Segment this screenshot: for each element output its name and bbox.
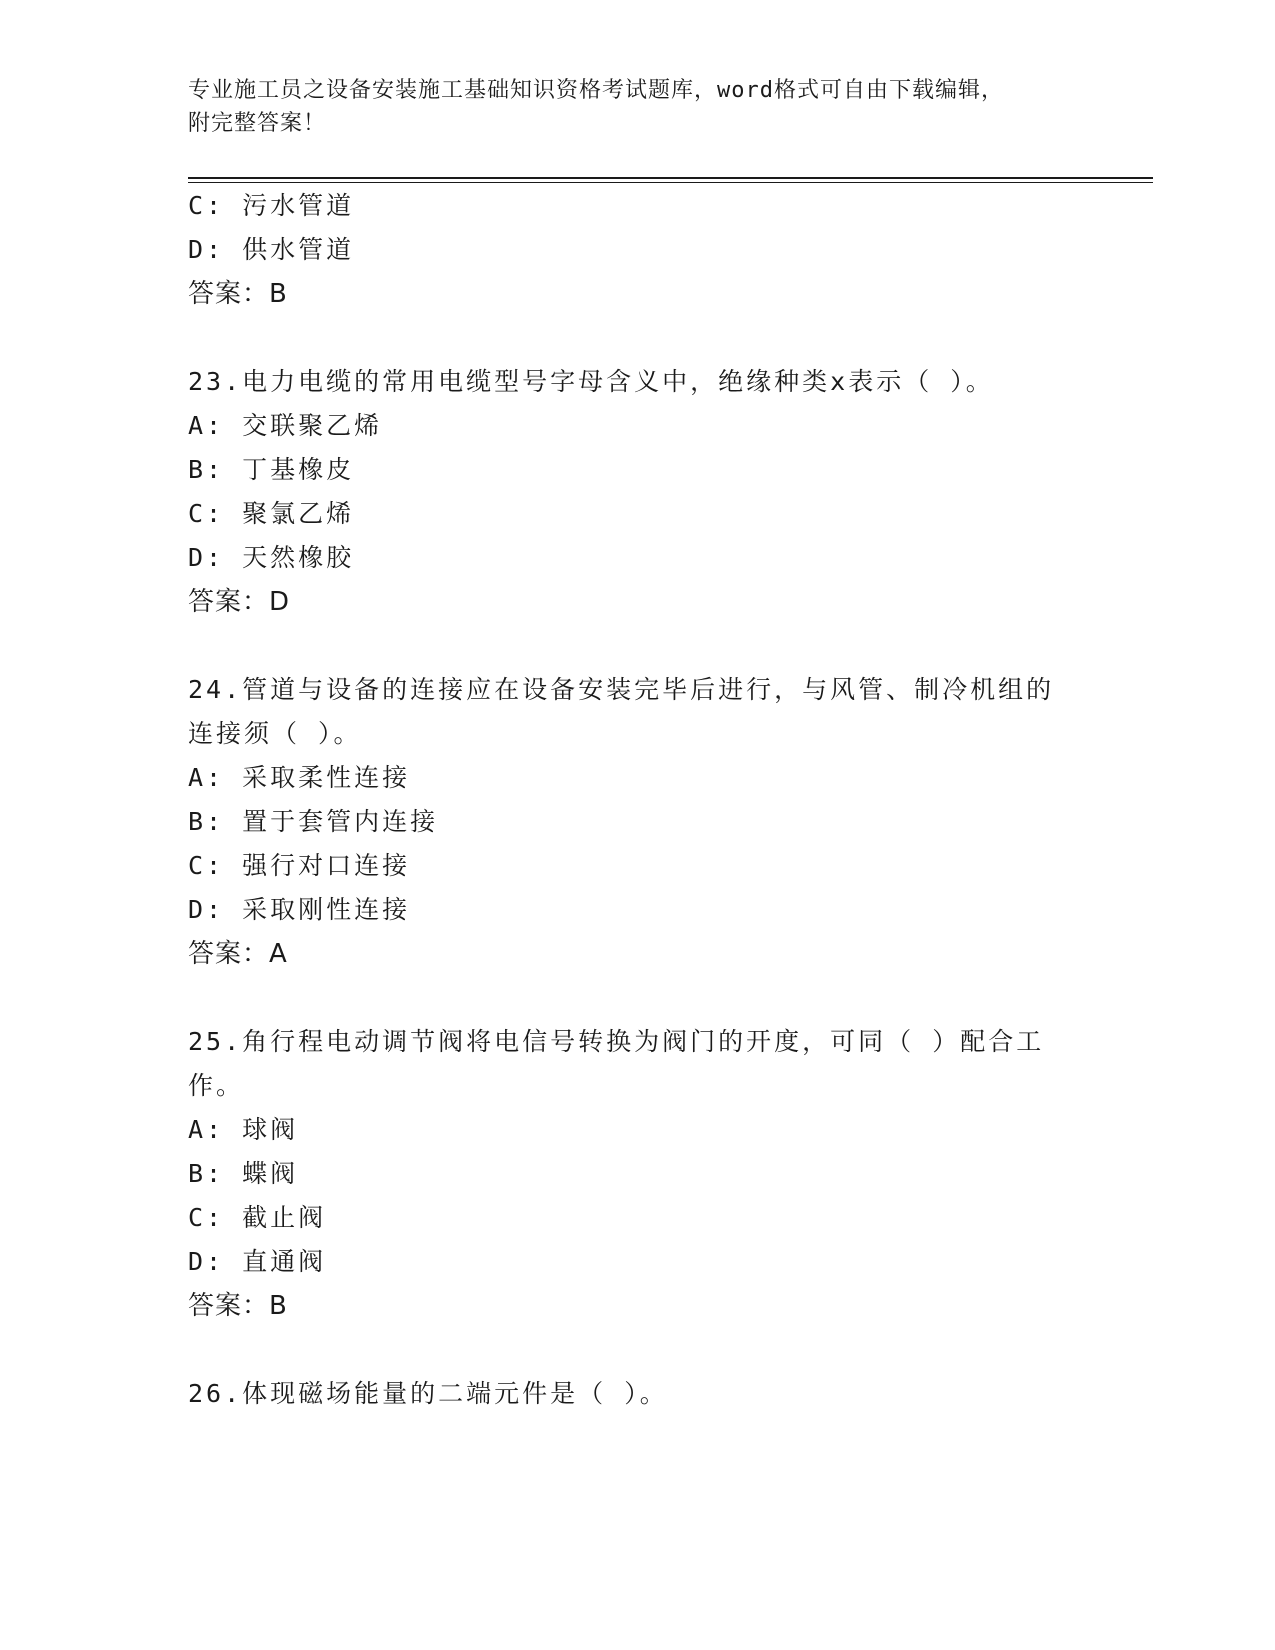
question-25-option-c: C: 截止阀 bbox=[188, 1203, 327, 1232]
question-26-stem: 26.体现磁场能量的二端元件是（ ）。 bbox=[188, 1379, 668, 1408]
question-24-stem: 24.管道与设备的连接应在设备安装完毕后进行，与风管、制冷机组的 bbox=[188, 675, 1055, 704]
header-divider bbox=[188, 177, 1153, 179]
question-25-option-a: A: 球阀 bbox=[188, 1115, 299, 1144]
question-24-option-d: D: 采取刚性连接 bbox=[188, 895, 411, 924]
question-23-option-d: D: 天然橡胶 bbox=[188, 543, 355, 572]
question-23-option-c: C: 聚氯乙烯 bbox=[188, 499, 355, 528]
question-25-stem-cont: 作。 bbox=[188, 1071, 245, 1100]
question-24-option-b: B: 置于套管内连接 bbox=[188, 807, 439, 836]
question-24-option-c: C: 强行对口连接 bbox=[188, 851, 411, 880]
header-line-1: 专业施工员之设备安装施工基础知识资格考试题库，word格式可自由下载编辑， bbox=[188, 78, 1004, 103]
question-23-answer: 答案：D bbox=[188, 587, 291, 617]
question-24-option-a: A: 采取柔性连接 bbox=[188, 763, 411, 792]
question-24-answer: 答案：A bbox=[188, 939, 288, 969]
question-25-answer: 答案：B bbox=[188, 1291, 288, 1321]
question-25-option-d: D: 直通阀 bbox=[188, 1247, 327, 1276]
answer-line: 答案：B bbox=[188, 279, 288, 309]
question-23-option-b: B: 丁基橡皮 bbox=[188, 455, 355, 484]
document-header bbox=[188, 74, 1088, 140]
question-23-option-a: A: 交联聚乙烯 bbox=[188, 411, 383, 440]
question-24-stem-cont: 连接须（ ）。 bbox=[188, 719, 362, 748]
option-c: C: 污水管道 bbox=[188, 191, 355, 220]
header-line-2: 附完整答案！ bbox=[188, 111, 327, 136]
header-divider-thin bbox=[188, 182, 1153, 183]
question-25-stem: 25.角行程电动调节阀将电信号转换为阀门的开度，可同（ ）配合工 bbox=[188, 1027, 1045, 1056]
question-25-option-b: B: 蝶阀 bbox=[188, 1159, 299, 1188]
question-23-stem: 23.电力电缆的常用电缆型号字母含义中，绝缘种类x表示（ ）。 bbox=[188, 367, 994, 396]
option-d: D: 供水管道 bbox=[188, 235, 355, 264]
